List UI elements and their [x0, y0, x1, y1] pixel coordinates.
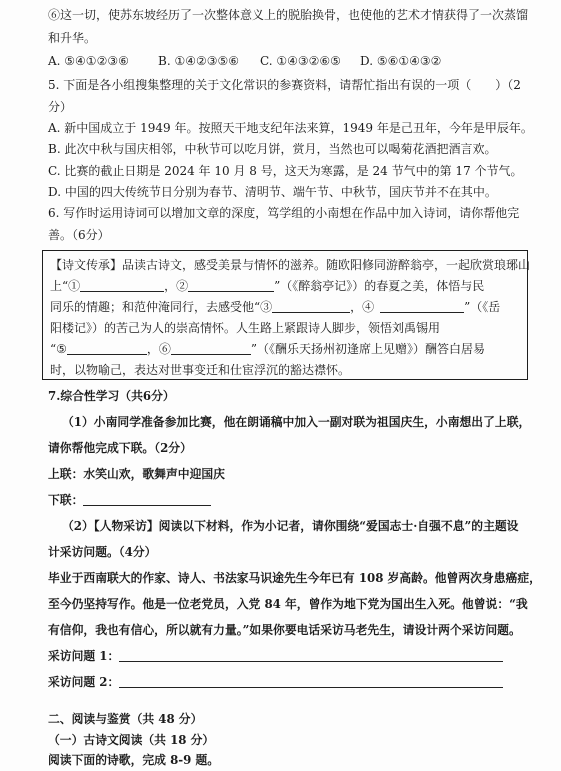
box-line-5-part-a: “⑤: [50, 342, 67, 356]
q4-text-line-2: 和升华。: [48, 31, 97, 45]
q7-part1-line-1: （1）小南同学准备参加比赛，他在朗诵稿中加入一副对联为祖国庆生，小南想出了上联，: [62, 415, 531, 429]
q5-option-d: D. 中国的四大传统节日分别为春节、清明节、端午节、中秋节，国庆节并不在其中。: [48, 185, 497, 199]
q6-stem-line-1: 6. 写作时运用诗词可以增加文章的深度，笃学组的小南想在作品中加入诗词，请你帮他完: [48, 206, 520, 220]
box-line-2-part-b: ，②: [164, 279, 189, 293]
q5-option-c: C. 比赛的截止日期是 2024 年 10 月 8 号，这天为寒露，是 24 节气中的第 17 个节气。: [48, 164, 523, 178]
lower-couplet-label: 下联：: [48, 493, 84, 507]
q4-option-b: B. ①④②③⑤⑥: [158, 54, 239, 68]
q4-option-c: C. ①④③②⑥⑤: [260, 54, 341, 68]
interview-question-1-row: [48, 649, 503, 663]
q5-stem-line-1: 5. 下面是各小组搜集整理的关于文化常识的参赛资料，请帮忙指出有误的一项（ ）（2: [48, 78, 521, 92]
interview-question-1-label: 采访问题 1：: [48, 649, 120, 663]
answer-blank-3: [272, 301, 350, 313]
q7-part2-line-2: 计采访问题。（4分）: [48, 545, 157, 559]
box-line-5: [50, 342, 485, 356]
lower-couplet-blank: [83, 494, 211, 506]
box-line-3: [50, 300, 500, 314]
interview-question-2-blank: [119, 676, 503, 688]
interview-question-1-blank: [119, 650, 503, 662]
material-line-2: 至今仍坚持写作。他是一位老党员，入党 84 年，曾作为地下党为国出生入死。他曾说：“我: [48, 597, 528, 611]
answer-blank-5: [67, 343, 147, 355]
box-line-2-part-c: ”（《醉翁亭记》）的春夏之美，体悟与民: [274, 279, 485, 293]
q6-stem-line-2: 善。（6分）: [48, 228, 110, 242]
q7-part2-line-1: （2）【人物采访】阅读以下材料，作为小记者，请你围绕“爱国志士·自强不息”的主题设: [62, 519, 519, 533]
answer-blank-4: [380, 301, 464, 313]
interview-question-2-label: 采访问题 2：: [48, 675, 120, 689]
interview-question-2-row: [48, 675, 503, 689]
q5-stem-line-2: 分）: [48, 100, 73, 114]
answer-blank-2: [188, 280, 274, 292]
answer-blank-1: [80, 280, 164, 292]
section-2-instruction: 阅读下面的诗歌，完成 8-9 题。: [48, 753, 220, 767]
q4-option-a: A. ⑤④①②③⑥: [48, 54, 129, 68]
box-line-3-part-a: 同乐的情趣；和范仲淹同行，去感受他“③: [50, 300, 273, 314]
box-line-3-part-b: ，④: [350, 300, 375, 314]
q4-text-line-1: ⑥这一切，使苏东坡经历了一次整体意义上的脱胎换骨，也使他的艺术才情获得了一次蒸馏: [48, 8, 529, 22]
box-line-3-part-c: ”（《岳: [464, 300, 501, 314]
box-line-6: 时，以物喻己，表达对世事变迁和仕宦浮沉的豁达襟怀。: [50, 363, 351, 377]
q7-part1-line-2: 请你帮他完成下联。（2分）: [48, 441, 192, 455]
box-line-4: 阳楼记》）的苦己为人的崇高情怀。人生路上紧跟诗人脚步，领悟刘禹锡用: [50, 321, 441, 335]
box-line-2-part-a: 上“①: [50, 279, 81, 293]
box-line-5-part-c: ”（《酬乐天扬州初逢席上见赠》）酬答白居易: [250, 342, 486, 356]
box-line-1: 【诗文传承】品读古诗文，感受美景与情怀的滋养。随欧阳修同游醉翁亭，一起欣赏琅琊山: [50, 258, 531, 272]
lower-couplet-row: [48, 493, 211, 507]
material-line-3: 有信仰，我也有信心，所以就有力量。”如果你要电话采访马老先生，请设计两个采访问题。: [48, 623, 521, 637]
box-line-2: [50, 279, 484, 293]
q5-option-a: A. 新中国成立于 1949 年。按照天干地支纪年法来算，1949 年是己丑年，今年是甲辰年。: [48, 121, 533, 135]
box-line-5-part-b: ，⑥: [146, 342, 171, 356]
q7-title: 7.综合性学习（共6分）: [48, 389, 175, 403]
section-2-subtitle: （一）古诗文阅读（共 18 分）: [48, 733, 215, 747]
answer-blank-6: [171, 343, 251, 355]
upper-couplet: 上联：水笑山欢，歌舞声中迎国庆: [48, 467, 225, 481]
q4-option-d: D. ⑤⑥①④③②: [360, 54, 442, 68]
q5-option-b: B. 此次中秋与国庆相邻，中秋节可以吃月饼，赏月，当然也可以喝菊花酒把酒言欢。: [48, 142, 497, 156]
section-2-title: 二、阅读与鉴赏（共 48 分）: [48, 712, 203, 726]
material-line-1: 毕业于西南联大的作家、诗人、书法家马识途先生今年已有 108 岁高龄。他曾两次身患癌症，: [48, 571, 541, 585]
